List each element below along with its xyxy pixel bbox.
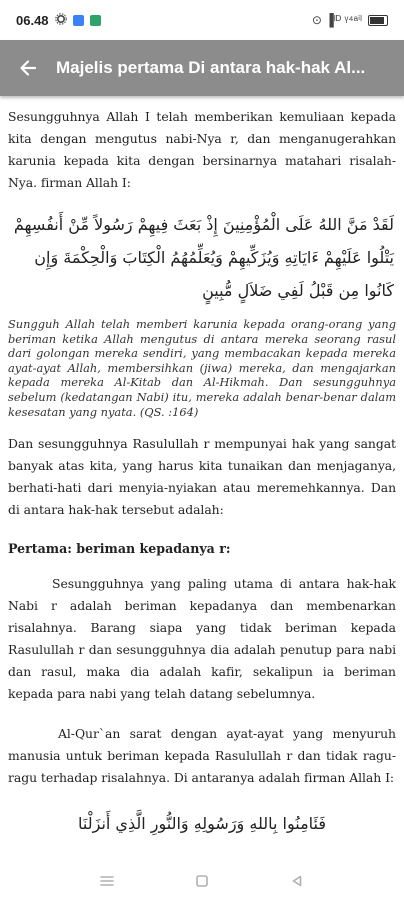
paragraph-rights: Dan sesungguhnya Rasulullah r mempunyai hak yang sangat banyak atas kita, yang harus kita tunaikan dan menjaganya, berhati-hati dari menyia-nyiakan atau meremehkannya. Dan di antara hak-hak tersebut adalah: (8, 436, 396, 518)
paragraph-quran: Al-Qur`an sarat dengan ayat-ayat yang menyuruh manusia untuk beriman kepada Rasulullah r dan tidak ragu-ragu terhadap risalahnya. Di antaranya adalah firman Allah I: (8, 726, 396, 786)
verse-translation: Sungguh Allah telah memberi karunia kepada orang-orang yang beriman ketika Allah mengutus di antara mereka seorang rasul dari golongan mereka sendiri, yang membacakan kepada mereka ayat-ayat Allah, membersihkan (jiwa) mereka, dan mengajarkan kepada mereka Al-Kitab dan Al-Hikmah. Dan sesungguhnya sebelum (kedatangan Nabi) itu, mereka adalah benar-benar dalam kesesatan yang nyata. (QS. :164) (8, 317, 396, 419)
menu-icon (99, 874, 115, 888)
battery-icon (368, 15, 388, 26)
status-left (16, 13, 101, 28)
recent-apps-button[interactable] (87, 866, 127, 896)
arabic-verse: لَقَدْ مَنَّ اللهُ عَلَى الْمُؤْمِنِينَ إِذْ بَعَثَ فِيهِمْ رَسُولاً مِّنْ أَنفُسِهِمْ يَتْلُوا عَلَيْهِمْ ءَايَاتِهِ وَيُزَكِّيهِمْ وَيُعَلِّمُهُمُ الْكِتَابَ وَالْحِكْمَةَ وَإِن كَانُوا مِن قَبْلُ لَفِي ضَلاَلٍ مُّبِينٍ (13, 215, 394, 300)
article-content[interactable] (0, 100, 404, 862)
home-square-icon (195, 874, 209, 888)
section-heading: Pertama: beriman kepadanya r: (8, 541, 231, 557)
paragraph-faith: Sesungguhnya yang paling utama di antara hak-hak Nabi r adalah beriman kepadanya dan membenarkan risalahnya. Barang siapa yang tidak beriman kepada Rasulullah r dan sesungguhnya dia adalah penutup para nabi dan rasul, maka dia adalah kafir, sekalipun ia beriman kepada para nabi yang telah datang sebelumnya. (8, 576, 396, 702)
arrow-left-icon (18, 58, 38, 78)
status-indicators: ⊙ ▐ᴵᴰ ᵞ⁴ᵃⁱˡ (311, 13, 362, 27)
status-right (312, 13, 388, 27)
gear-icon (55, 13, 67, 28)
page-title: Majelis pertama Di antara hak-hak Al... (56, 58, 366, 77)
chat-icon (73, 15, 84, 26)
status-bar (0, 0, 404, 40)
arabic-verse-2: فَئَامِنُوا بِاللهِ وَرَسُولِهِ وَالنُّورِ الَّذِي أَنزَلْنَا (78, 814, 326, 834)
app-icon (90, 15, 101, 26)
home-button[interactable] (182, 866, 222, 896)
back-triangle-icon (290, 874, 304, 888)
app-bar (0, 40, 404, 96)
system-nav-bar (0, 862, 404, 900)
status-time: 06.48 (16, 12, 49, 28)
paragraph-intro: Sesungguhnya Allah I telah memberikan kemuliaan kepada kita dengan mengutus nabi-Nya r, dan menganugerahkan karunia kepada kita dengan bersinarnya matahari risalah-Nya. firman Allah I: (8, 109, 396, 190)
back-nav-button[interactable] (277, 866, 317, 896)
back-button[interactable] (0, 40, 56, 96)
